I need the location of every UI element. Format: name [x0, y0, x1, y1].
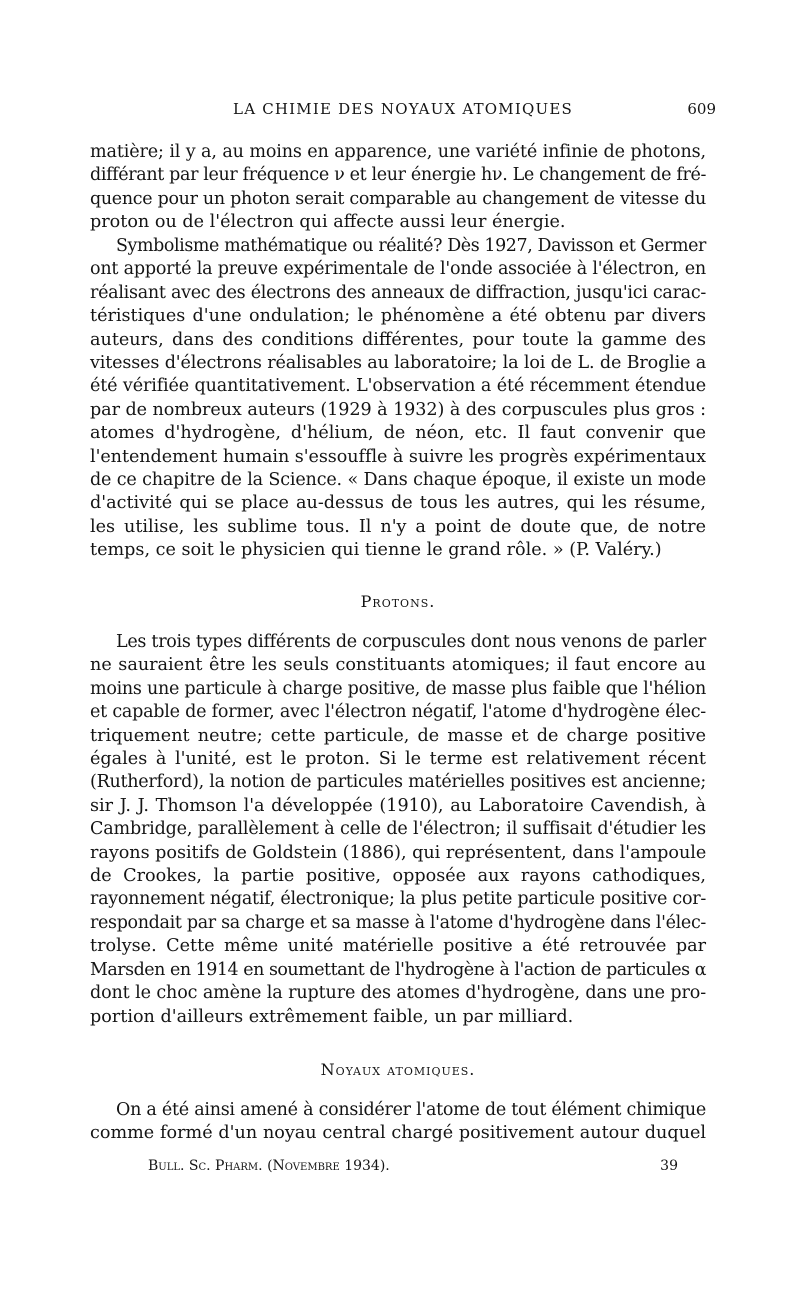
paragraph-protons [90, 631, 706, 1029]
text-line: de Crookes, la partie positive, opposée aux rayons cathodiques, [90, 866, 706, 887]
page-number: 609 [687, 100, 716, 118]
text-line: quence pour un photon serait comparable au changement de vitesse du [90, 188, 706, 209]
text-line: été vérifiée quantitativement. L'observation a été récemment étendue [90, 376, 706, 397]
paragraph-1 [90, 141, 706, 235]
text-line: Les trois types différents de corpuscules dont nous venons de parler [116, 632, 706, 652]
text-line: comme formé d'un noyau central chargé positivement autour duquel [90, 1123, 706, 1144]
text-line: dont le choc amène la rupture des atomes d'hydrogène, dans une pro- [90, 983, 706, 1004]
text-line: auteurs, dans des conditions différentes, pour toute la gamme des [90, 329, 706, 350]
text-line: d'activité qui se place au-dessus de tous les autres, qui les résume, [90, 493, 706, 514]
paragraph-symbolisme [90, 235, 706, 563]
text-line: Symbolisme mathématique ou réalité? Dès 1927, Davisson et Germer [116, 236, 706, 256]
text-line: les utilise, les sublime tous. Il n'y a point de doute que, de notre [90, 516, 706, 537]
paragraph-noyaux [90, 1099, 706, 1146]
text-line: respondait par sa charge et sa masse à l'atome d'hydrogène dans l'élec- [90, 912, 706, 933]
text-line: temps, ce soit le physicien qui tienne le grand rôle. » (P. Valéry.) [90, 540, 662, 561]
text-line: On a été ainsi amené à considérer l'atome de tout élément chimique [116, 1100, 706, 1120]
text-line: rayons positifs de Goldstein (1886), qui représentent, dans l'ampoule [90, 842, 707, 863]
text-line: matière; il y a, au moins en apparence, une variété infinie de photons, [90, 142, 706, 162]
running-head [90, 100, 716, 124]
sheet-number: 39 [660, 1158, 678, 1174]
paragraph-4 [90, 1099, 706, 1146]
text-line: triquement neutre; cette particule, de masse et de charge positive [90, 725, 706, 746]
section-heading-protons: Protons. [360, 592, 436, 611]
text-line: ne sauraient être les seuls constituants atomiques; il faut encore au [90, 655, 706, 676]
text-line: vitesses d'électrons réalisables au laboratoire; la loi de L. de Broglie a [90, 353, 707, 374]
text-line: téristiques d'une ondulation; le phénomène a été obtenu par divers [90, 306, 706, 327]
text-line: sir J. J. Thomson l'a développée (1910), au Laboratoire Cavendish, à [90, 795, 706, 816]
text-line: différant par leur fréquence ν et leur énergie hν. Le changement de fré- [90, 165, 706, 186]
paragraph-2 [90, 235, 706, 563]
paragraph-3 [90, 631, 706, 1029]
text-line: proton ou de l'électron qui affecte aussi leur énergie. [90, 212, 566, 233]
text-line: ont apporté la preuve expérimentale de l'onde associée à l'électron, en [90, 259, 706, 280]
text-line: et capable de former, avec l'électron négatif, l'atome d'hydrogène élec- [90, 702, 706, 723]
text-line: égales à l'unité, est le proton. Si le terme est relativement récent [90, 749, 706, 770]
text-line: moins une particule à charge positive, de masse plus faible que l'hélion [90, 678, 706, 699]
text-line: réalisant avec des électrons des anneaux de diffraction, jusqu'ici carac- [90, 282, 706, 303]
text-line: portion d'ailleurs extrêmement faible, un par milliard. [90, 1006, 574, 1027]
text-line: Marsden en 1914 en soumettant de l'hydrogène à l'action de particules α [90, 959, 706, 980]
paragraph-continuation [90, 141, 706, 235]
journal-reference: Bull. Sc. Pharm. (Novembre 1934). [148, 1158, 390, 1174]
running-title: LA CHIMIE DES NOYAUX ATOMIQUES [233, 100, 573, 118]
text-line: Cambridge, parallèlement à celle de l'électron; il suffisait d'étudier les [90, 819, 706, 840]
text-line: (Rutherford), la notion de particules matérielles positives est ancienne; [90, 772, 706, 793]
text-line: par de nombreux auteurs (1929 à 1932) à des corpuscules plus gros : [90, 399, 706, 420]
text-line: trolyse. Cette même unité matérielle positive a été retrouvée par [90, 936, 706, 957]
text-line: atomes d'hydrogène, d'hélium, de néon, etc. Il faut convenir que [90, 423, 706, 444]
text-line: rayonnement négatif, électronique; la plus petite particule positive cor- [90, 889, 706, 910]
text-line: de ce chapitre de la Science. « Dans chaque époque, il existe un mode [90, 470, 706, 491]
text-line: l'entendement humain s'essouffle à suivre les progrès expérimentaux [90, 446, 706, 467]
section-heading-noyaux-atomiques: Noyaux atomiques. [320, 1060, 476, 1079]
